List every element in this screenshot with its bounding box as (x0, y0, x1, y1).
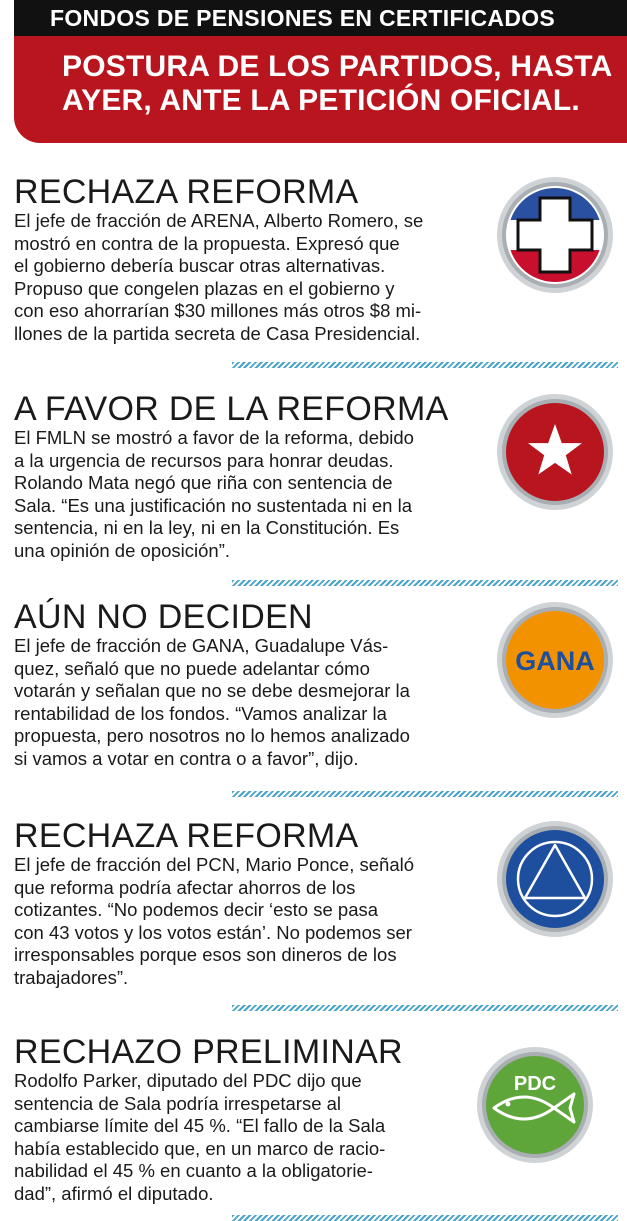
section-divider (232, 1215, 618, 1221)
body-line: dad”, afirmó el diputado. (14, 1182, 214, 1204)
section-divider (232, 580, 618, 586)
body-line: propuesta, pero nosotros no lo hemos analizado (14, 725, 410, 747)
body-line: Rodolfo Parker, diputado del PDC dijo que (14, 1070, 362, 1091)
kicker-bar: FONDOS DE PENSIONES EN CERTIFICADOS (14, 0, 627, 36)
section-title: RECHAZA REFORMA (14, 817, 359, 855)
gana-logo-text: GANA (515, 646, 595, 676)
body-line: quez, señaló que no puede adelantar cómo (14, 657, 370, 679)
section-divider (232, 791, 618, 797)
body-line: sentencia de Sala podría irrespetarse al (14, 1092, 342, 1114)
body-line: sentencia, ni en la ley, ni en la Constitución. Es (14, 517, 400, 539)
body-line: nabilidad el 45 % en cuanto a la obligatorie- (14, 1160, 373, 1182)
headline-line-1: POSTURA DE LOS PARTIDOS, HASTA (62, 50, 613, 83)
body-line: Propuso que congelen plazas en el gobierno y (14, 277, 395, 299)
body-line: con 43 votos y los votos están’. No podemos ser (14, 921, 412, 943)
body-line: había establecido que, en un marco de racio- (14, 1137, 386, 1159)
body-line: el gobierno debería buscar otras alternativas. (14, 255, 386, 277)
header (14, 0, 627, 143)
body-line: El jefe de fracción de ARENA, Alberto Romero, se (14, 210, 424, 231)
section-body (14, 427, 474, 563)
pcn-triangle-logo (496, 820, 614, 938)
body-line: votarán y señalan que no se debe desmejorar la (14, 680, 410, 702)
section-title: RECHAZO PRELIMINAR (14, 1033, 403, 1071)
arena-cross-logo (496, 176, 614, 294)
body-line: cambiarse límite del 45 %. “El fallo de la Sala (14, 1115, 386, 1137)
fmln-star-logo (496, 393, 614, 511)
headline-line-2: AYER, ANTE LA PETICIÓN OFICIAL. (62, 84, 580, 117)
section-body (14, 635, 474, 771)
body-line: Rolando Mata negó que riña con sentencia de (14, 472, 393, 494)
pdc-logo-text: PDC (513, 1073, 557, 1095)
body-line: trabajadores”. (14, 966, 129, 988)
body-line: que reforma podría afectar ahorros de los (14, 876, 356, 898)
section-body (14, 854, 474, 990)
body-line: cotizantes. “No podemos decir ‘esto se pasa (14, 899, 379, 921)
body-line: Sala. “Es una justificación no sustentada ni en la (14, 494, 412, 516)
body-line: irresponsables porque esos son dineros de los (14, 944, 397, 966)
body-line: El jefe de fracción del PCN, Mario Ponce, señaló (14, 854, 415, 875)
section-divider (232, 1005, 618, 1011)
body-line: llones de la partida secreta de Casa Presidencial. (14, 322, 421, 344)
body-line: una opinión de oposición”. (14, 539, 230, 561)
section-title: A FAVOR DE LA REFORMA (14, 390, 449, 428)
body-line: El FMLN se mostró a favor de la reforma, debido (14, 427, 414, 448)
pdc-fish-logo (476, 1046, 594, 1164)
body-line: a la urgencia de recursos para honrar deudas. (14, 449, 394, 471)
body-line: mostró en contra de la propuesta. Expresó que (14, 232, 400, 254)
section-body (14, 210, 474, 346)
section-divider (232, 362, 618, 368)
section-title: RECHAZA REFORMA (14, 173, 359, 211)
body-line: con eso ahorrarían $30 millones más otros $8 mi- (14, 300, 422, 322)
section-body (14, 1070, 474, 1206)
headline-banner (14, 36, 627, 143)
gana-logo (496, 599, 614, 721)
body-line: si vamos a votar en contra o a favor”, dijo. (14, 747, 359, 769)
body-line: rentabilidad de los fondos. “Vamos analizar la (14, 702, 387, 724)
body-line: El jefe de fracción de GANA, Guadalupe Vás- (14, 635, 389, 656)
section-title: AÚN NO DECIDEN (14, 598, 313, 636)
